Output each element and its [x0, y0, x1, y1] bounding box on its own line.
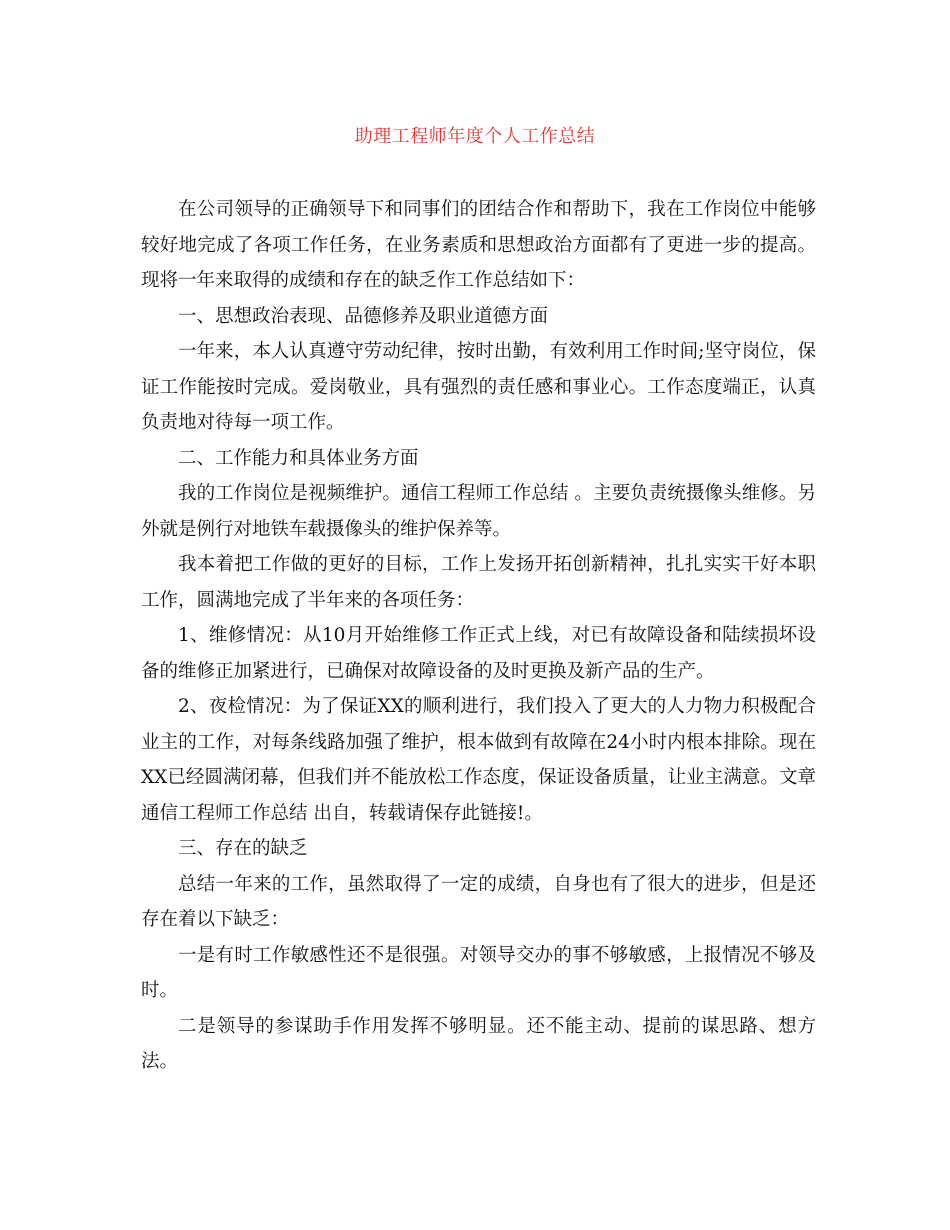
paragraph-shortcomings: 总结一年来的工作，虽然取得了一定的成绩，自身也有了很大的进步，但是还存在着以下缺乏： — [141, 873, 816, 930]
document-body — [141, 192, 816, 1080]
section-heading-1: 一、思想政治表现、品德修养及职业道德方面 — [178, 305, 549, 327]
paragraph-job-role: 我的工作岗位是视频维护。通信工程师工作总结 。主要负责统摄像头维修。另外就是例行对地铁车载摄像头的维护保养等。 — [141, 483, 816, 540]
section-heading-3: 三、存在的缺乏 — [178, 838, 308, 859]
paragraph-intro: 在公司领导的正确领导下和同事们的团结合作和帮助下，我在工作岗位中能够较好地完成了各项工作任务，在业务素质和思想政治方面都有了更进一步的提高。现将一年来取得的成绩和存在的缺乏作工作总结如下： — [141, 199, 816, 291]
paragraph-goals: 我本着把工作做的更好的目标，工作上发扬开拓创新精神，扎扎实实干好本职工作，圆满地完成了半年来的各项任务： — [141, 554, 816, 611]
paragraph-section-1: 一年来，本人认真遵守劳动纪律，按时出勤，有效利用工作时间;坚守岗位，保证工作能按时完成。爱岗敬业，具有强烈的责任感和事业心。工作态度端正，认真负责地对待每一项工作。 — [141, 341, 816, 433]
paragraph-item-1: 1、维修情况：从10月开始维修工作正式上线，对已有故障设备和陆续损坏设备的维修正加紧进行，已确保对故障设备的及时更换及新产品的生产。 — [141, 625, 816, 682]
document-title: 助理工程师年度个人工作总结 — [354, 126, 596, 147]
section-heading-2: 二、工作能力和具体业务方面 — [178, 447, 419, 469]
paragraph-item-2: 2、夜检情况：为了保证XX的顺利进行，我们投入了更大的人力物力积极配合业主的工作，对每条线路加强了维护，根本做到有故障在24小时内根本排除。现在XX已经圆满闭幕，但我们并不能放松工作态度，保证设备质量，让业主满意。文章通信工程师工作总结 出自，转载请保存此链接!。 — [141, 696, 816, 824]
paragraph-shortcoming-2: 二是领导的参谋助手作用发挥不够明显。还不能主动、提前的谋思路、想方法。 — [141, 1015, 816, 1072]
paragraph-shortcoming-1: 一是有时工作敏感性还不是很强。对领导交办的事不够敏感，上报情况不够及时。 — [141, 944, 816, 1001]
